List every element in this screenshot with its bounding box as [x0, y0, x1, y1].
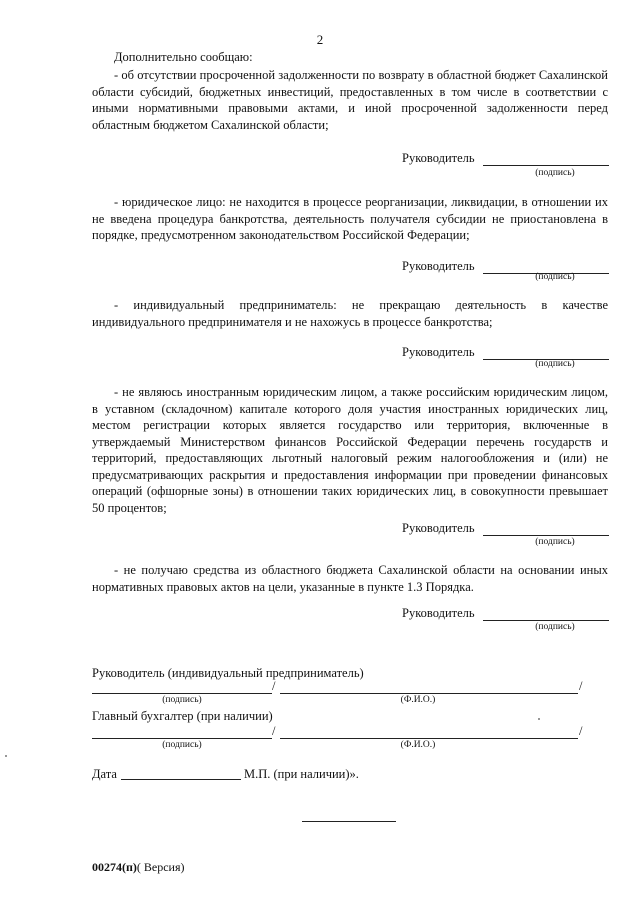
slash-divider: /	[272, 679, 276, 693]
accountant-name-caption: (Ф.И.О.)	[400, 740, 436, 750]
accountant-signature-line[interactable]	[92, 738, 272, 739]
signature-line[interactable]	[483, 620, 609, 621]
head-signature-line[interactable]	[92, 693, 272, 694]
footer-document-code	[92, 860, 185, 875]
signature-caption: (подпись)	[535, 622, 575, 632]
intro-text: Дополнительно сообщаю:	[114, 50, 253, 64]
statement-legal-entity: - юридическое лицо: не находится в процессе реорганизации, ликвидации, в отношении их не введена процедура банкротства, деятельность получателя субсидии не приостановлена в порядке, предусмотренном законодательством Российской Федерации;	[92, 195, 608, 242]
head-label: Руководитель (индивидуальный предприниматель)	[92, 666, 364, 680]
signature-caption: (подпись)	[535, 272, 575, 282]
date-line[interactable]	[121, 779, 241, 780]
signature-line[interactable]	[483, 165, 609, 166]
slash-divider: /	[579, 679, 583, 693]
head-signature-caption: (подпись)	[162, 695, 202, 705]
accountant-name-line[interactable]	[280, 738, 578, 739]
head-name-caption: (Ф.И.О.)	[400, 695, 436, 705]
statement-entrepreneur: - индивидуальный предприниматель: не прекращаю деятельность в качестве индивидуального предпринимателя и не нахожусь в процессе банкротства;	[92, 298, 608, 329]
signature-caption: (подпись)	[535, 168, 575, 178]
signature-label: Руководитель	[402, 259, 475, 273]
document-code: 00274(п)	[92, 860, 137, 874]
signature-label: Руководитель	[402, 606, 475, 620]
signature-line[interactable]	[483, 535, 609, 536]
signature-label: Руководитель	[402, 521, 475, 535]
slash-divider: /	[272, 724, 276, 738]
statement-not-foreign: - не являюсь иностранным юридическим лицом, а также российским юридическим лицом, в уставном (складочном) капитале которого доля участия иностранных юридических лиц, местом регистрации которых является государство или территория, включенные в утверждаемый Министерством финансов Российской Федерации перечень государств и территорий, предоставляющих льготный налоговый режим налогообложения и (или) не предусматривающих раскрытия и предоставления информации при проведении финансовых операций (офшорные зоны) в отношении таких юридических лиц, в совокупности превышает 50 процентов;	[92, 385, 608, 515]
signature-label: Руководитель	[402, 345, 475, 359]
accountant-signature-caption: (подпись)	[162, 740, 202, 750]
stamp-label: М.П. (при наличии)».	[244, 767, 359, 781]
date-label: Дата	[92, 767, 117, 781]
scan-speck	[538, 718, 540, 720]
statement-no-debt: - об отсутствии просроченной задолженности по возврату в областной бюджет Сахалинской области субсидий, бюджетных инвестиций, предоставленных в том числе в соответствии с иными нормативными правовыми актами, и иной просроченной задолженности перед областным бюджетом Сахалинской области;	[92, 68, 608, 132]
page-number: 2	[316, 32, 324, 47]
closing-separator	[302, 821, 396, 822]
signature-caption: (подпись)	[535, 537, 575, 547]
statement-no-other-funds: - не получаю средства из областного бюджета Сахалинской области на основании иных нормативных правовых актов на цели, указанные в пункте 1.3 Порядка.	[92, 563, 608, 594]
accountant-label: Главный бухгалтер (при наличии)	[92, 709, 273, 723]
signature-label: Руководитель	[402, 151, 475, 165]
scan-speck	[5, 755, 7, 757]
document-version: ( Версия)	[136, 860, 185, 874]
slash-divider: /	[579, 724, 583, 738]
signature-caption: (подпись)	[535, 359, 575, 369]
head-name-line[interactable]	[280, 693, 578, 694]
